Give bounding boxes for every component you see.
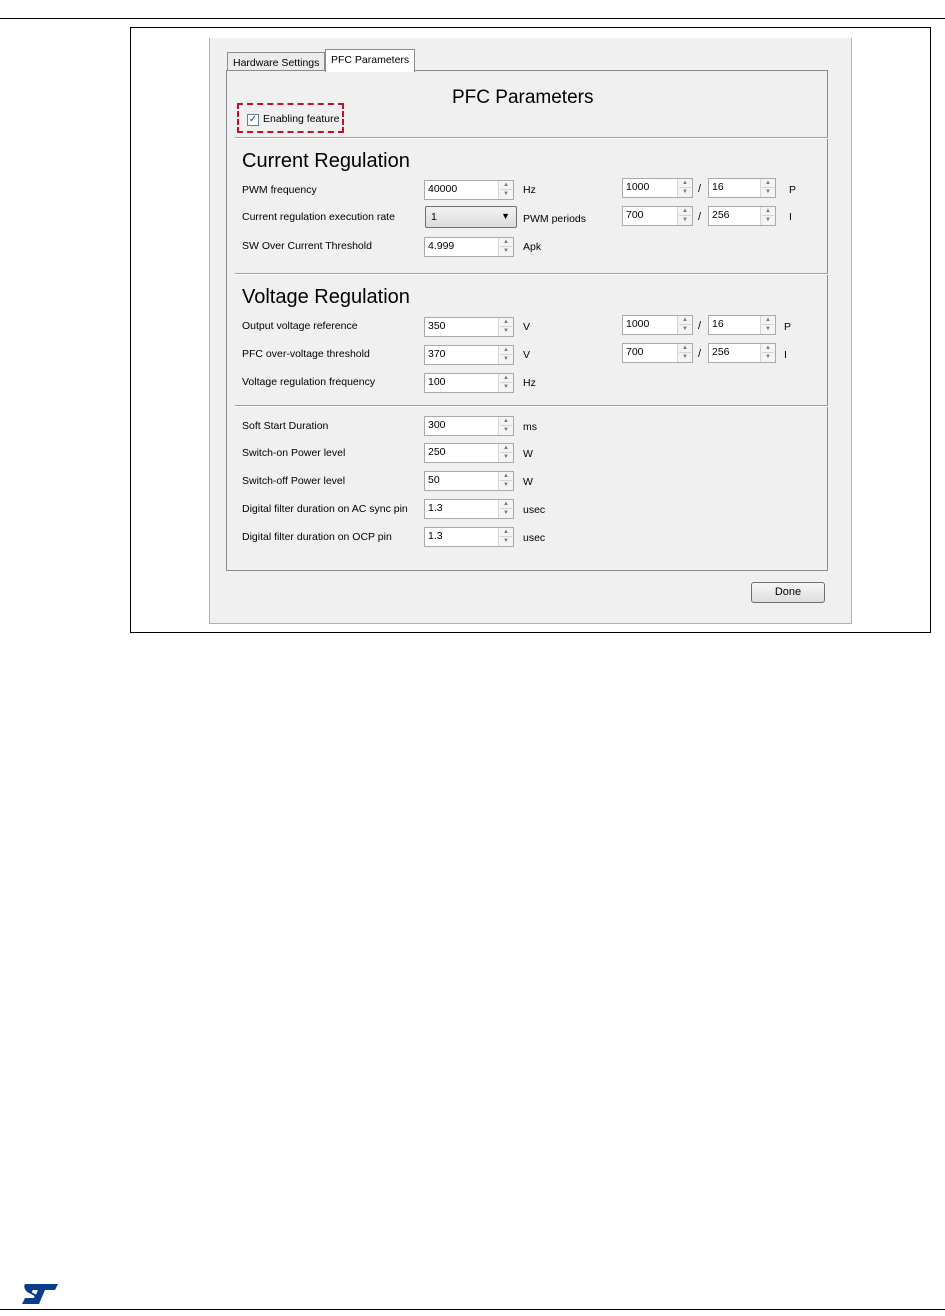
spin-arrows-icon[interactable]: ▲ ▼ xyxy=(677,207,692,225)
voltage-i-numerator-input[interactable] xyxy=(622,343,693,363)
overvoltage-input[interactable] xyxy=(424,345,514,365)
ocp-filter-unit: usec xyxy=(523,532,546,544)
soft-start-value: 300 xyxy=(428,419,446,431)
spin-arrows-icon[interactable]: ▲ ▼ xyxy=(760,207,775,225)
spin-arrows-icon[interactable]: ▲ ▼ xyxy=(498,238,513,256)
current-p-denominator-input[interactable] xyxy=(708,178,776,198)
ocp-filter-input[interactable] xyxy=(424,527,514,547)
spin-arrows-icon[interactable]: ▲ ▼ xyxy=(498,181,513,199)
ac-sync-filter-input[interactable] xyxy=(424,499,514,519)
output-voltage-value: 350 xyxy=(428,320,446,332)
spin-arrows-icon[interactable]: ▲ ▼ xyxy=(498,346,513,364)
pwm-frequency-unit: Hz xyxy=(523,184,536,196)
switch-on-unit: W xyxy=(523,448,533,460)
switch-off-value: 50 xyxy=(428,474,440,486)
current-i-numerator-input[interactable] xyxy=(622,206,693,226)
pwm-frequency-input[interactable] xyxy=(424,180,514,200)
voltage-p-denominator-value: 16 xyxy=(712,318,724,330)
divider xyxy=(235,137,828,139)
sw-overcurrent-unit: Apk xyxy=(523,241,542,253)
voltage-reg-frequency-label: Voltage regulation frequency xyxy=(242,376,376,388)
overvoltage-unit: V xyxy=(523,349,531,361)
ac-sync-filter-label: Digital filter duration on AC sync pin xyxy=(242,503,408,515)
current-p-numerator-input[interactable] xyxy=(622,178,693,198)
execution-rate-select[interactable] xyxy=(425,206,517,228)
current-p-denominator-value: 16 xyxy=(712,181,724,193)
ocp-filter-value: 1.3 xyxy=(428,530,443,542)
switch-on-input[interactable] xyxy=(424,443,514,463)
spin-arrows-icon[interactable]: ▲ ▼ xyxy=(760,179,775,197)
ac-sync-filter-value: 1.3 xyxy=(428,502,443,514)
sw-overcurrent-value: 4.999 xyxy=(428,240,455,252)
voltage-reg-frequency-value: 100 xyxy=(428,376,446,388)
overvoltage-label: PFC over-voltage threshold xyxy=(242,348,370,360)
voltage-reg-frequency-unit: Hz xyxy=(523,377,536,389)
tab-pfc-parameters[interactable]: PFC Parameters xyxy=(325,49,415,72)
fraction-separator: / xyxy=(698,211,702,223)
fraction-separator: / xyxy=(698,348,702,360)
spin-arrows-icon[interactable]: ▲ ▼ xyxy=(677,179,692,197)
enabling-feature-label: Enabling feature xyxy=(263,113,340,125)
voltage-p-denominator-input[interactable] xyxy=(708,315,776,335)
pwm-frequency-label: PWM frequency xyxy=(242,184,317,196)
pwm-frequency-value: 40000 xyxy=(428,183,458,195)
switch-on-value: 250 xyxy=(428,446,446,458)
switch-on-label: Switch-on Power level xyxy=(242,447,346,459)
output-voltage-input[interactable] xyxy=(424,317,514,337)
panel-title: PFC Parameters xyxy=(452,87,594,108)
switch-off-unit: W xyxy=(523,476,533,488)
ac-sync-filter-unit: usec xyxy=(523,504,546,516)
spin-arrows-icon[interactable]: ▲ ▼ xyxy=(498,417,513,435)
current-p-label: P xyxy=(789,184,797,196)
soft-start-input[interactable] xyxy=(424,416,514,436)
checkbox-check-icon: ✓ xyxy=(248,114,258,125)
current-i-denominator-input[interactable] xyxy=(708,206,776,226)
voltage-regulation-heading: Voltage Regulation xyxy=(242,286,410,308)
footer-rule xyxy=(0,1309,945,1310)
spin-arrows-icon[interactable]: ▲ ▼ xyxy=(760,344,775,362)
current-i-numerator-value: 700 xyxy=(626,209,644,221)
switch-off-label: Switch-off Power level xyxy=(242,475,346,487)
current-p-numerator-value: 1000 xyxy=(626,181,650,193)
execution-rate-value: 1 xyxy=(431,211,437,223)
spin-arrows-icon[interactable]: ▲ ▼ xyxy=(498,528,513,546)
voltage-p-label: P xyxy=(784,321,792,333)
tab-hardware-settings[interactable]: Hardware Settings xyxy=(227,52,325,72)
soft-start-label: Soft Start Duration xyxy=(242,420,329,432)
voltage-p-numerator-value: 1000 xyxy=(626,318,650,330)
spin-arrows-icon[interactable]: ▲ ▼ xyxy=(498,500,513,518)
header-rule xyxy=(0,18,945,19)
spin-arrows-icon[interactable]: ▲ ▼ xyxy=(498,318,513,336)
divider xyxy=(235,405,828,407)
current-i-label: I xyxy=(789,211,792,223)
enabling-feature-checkbox[interactable] xyxy=(247,114,259,126)
spin-arrows-icon[interactable]: ▲ ▼ xyxy=(498,472,513,490)
fraction-separator: / xyxy=(698,320,702,332)
output-voltage-unit: V xyxy=(523,321,531,333)
spin-arrows-icon[interactable]: ▲ ▼ xyxy=(760,316,775,334)
execution-rate-label: Current regulation execution rate xyxy=(242,211,395,223)
sw-overcurrent-label: SW Over Current Threshold xyxy=(242,240,372,252)
current-regulation-heading: Current Regulation xyxy=(242,150,410,172)
divider xyxy=(235,273,828,275)
voltage-i-denominator-input[interactable] xyxy=(708,343,776,363)
enabling-feature-highlight xyxy=(237,103,344,133)
sw-overcurrent-input[interactable] xyxy=(424,237,514,257)
st-logo-icon xyxy=(20,1282,60,1306)
fraction-separator: / xyxy=(698,183,702,195)
spin-arrows-icon[interactable]: ▲ ▼ xyxy=(498,374,513,392)
voltage-reg-frequency-input[interactable] xyxy=(424,373,514,393)
soft-start-unit: ms xyxy=(523,421,537,433)
spin-arrows-icon[interactable]: ▲ ▼ xyxy=(677,344,692,362)
output-voltage-label: Output voltage reference xyxy=(242,320,358,332)
done-button[interactable]: Done xyxy=(751,582,825,603)
voltage-i-numerator-value: 700 xyxy=(626,346,644,358)
voltage-i-label: I xyxy=(784,349,787,361)
ocp-filter-label: Digital filter duration on OCP pin xyxy=(242,531,392,543)
overvoltage-value: 370 xyxy=(428,348,446,360)
spin-arrows-icon[interactable]: ▲ ▼ xyxy=(677,316,692,334)
current-i-denominator-value: 256 xyxy=(712,209,730,221)
voltage-i-denominator-value: 256 xyxy=(712,346,730,358)
dropdown-caret-icon: ▼ xyxy=(501,211,510,221)
switch-off-input[interactable] xyxy=(424,471,514,491)
spin-arrows-icon[interactable]: ▲ ▼ xyxy=(498,444,513,462)
execution-rate-unit: PWM periods xyxy=(523,213,587,225)
voltage-p-numerator-input[interactable] xyxy=(622,315,693,335)
